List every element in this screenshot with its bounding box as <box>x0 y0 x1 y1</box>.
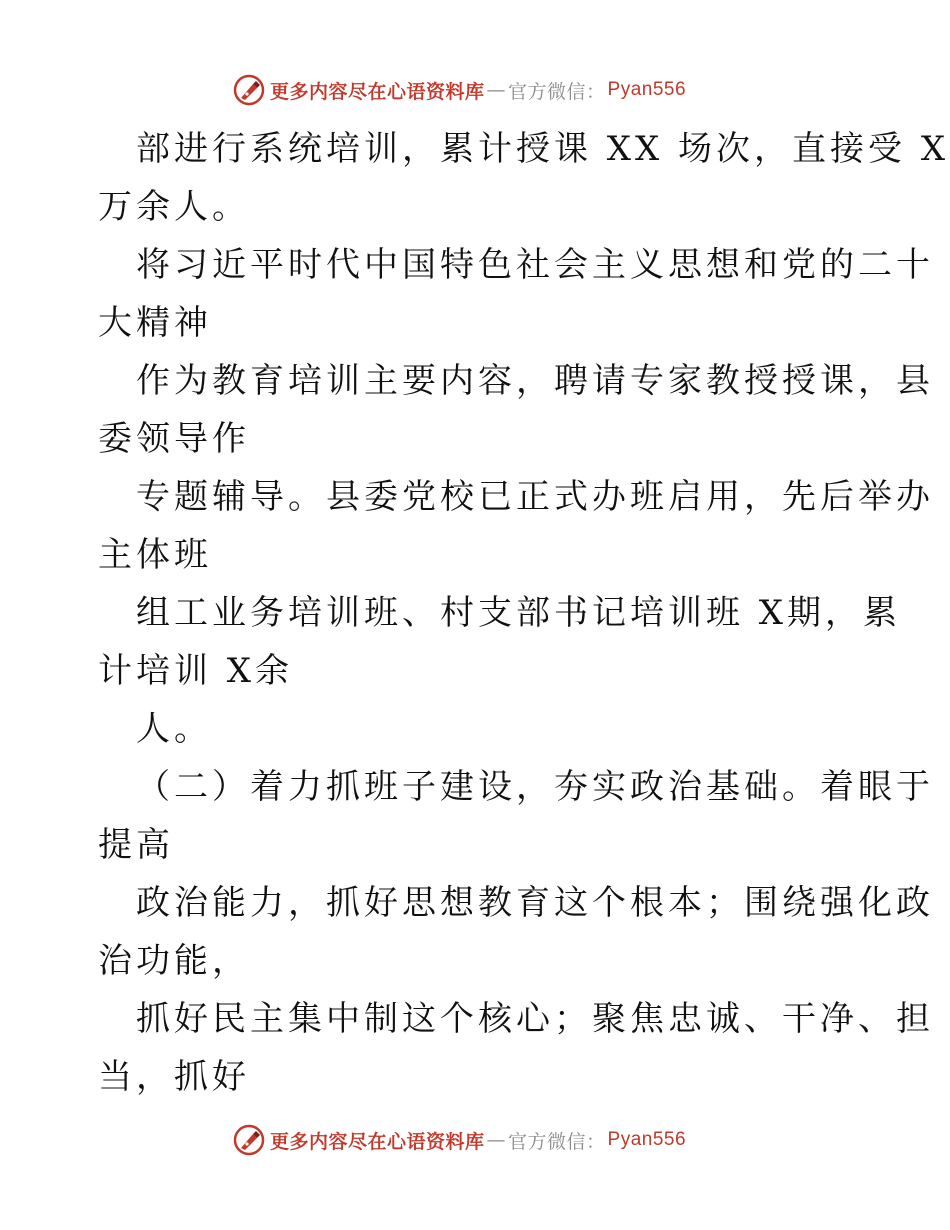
banner-wechat-handle: Pyan556 <box>607 79 687 100</box>
pen-nib-logo-icon <box>232 73 266 107</box>
text-line: 人。 <box>136 709 212 749</box>
banner-promo-text: 更多内容尽在心语资料库 <box>270 80 485 103</box>
text-line: 提高 <box>98 825 174 865</box>
document-body <box>98 120 950 1106</box>
banner-wechat-handle: Pyan556 <box>607 1129 687 1150</box>
banner-wechat-label: 官方微信： <box>508 80 606 103</box>
banner-dash: — <box>486 79 507 101</box>
text-line: 将习近平时代中国特色社会主义思想和党的二十 <box>136 245 934 285</box>
text-line: 万余人。 <box>98 187 250 227</box>
text-line: 专题辅导。县委党校已正式办班启用，先后举办 <box>136 477 934 517</box>
text-line: 委领导作 <box>98 419 250 459</box>
banner-dash: — <box>486 1129 507 1151</box>
pen-nib-logo-icon <box>232 1123 266 1157</box>
footer-banner <box>232 1122 732 1158</box>
text-line: 治功能， <box>98 941 250 981</box>
text-line: 组工业务培训班、村支部书记培训班 X期，累 <box>136 593 902 633</box>
banner-promo-text: 更多内容尽在心语资料库 <box>270 1130 485 1153</box>
banner-wechat-label: 官方微信： <box>508 1130 606 1153</box>
text-line: 计培训 X余 <box>98 651 294 691</box>
text-line: 抓好民主集中制这个核心；聚焦忠诚、干净、担 <box>136 999 934 1039</box>
section-heading-line: （二）着力抓班子建设，夯实政治基础。着眼于 <box>136 767 934 807</box>
text-line: 政治能力，抓好思想教育这个根本；围绕强化政 <box>136 883 934 923</box>
text-line: 主体班 <box>98 535 212 575</box>
text-line: 部进行系统培训，累计授课 XX 场次，直接受 X <box>136 129 950 169</box>
text-line: 当，抓好 <box>98 1057 250 1097</box>
text-line: 作为教育培训主要内容，聘请专家教授授课，县 <box>136 361 934 401</box>
header-banner <box>232 72 732 108</box>
text-line: 大精神 <box>98 303 212 343</box>
